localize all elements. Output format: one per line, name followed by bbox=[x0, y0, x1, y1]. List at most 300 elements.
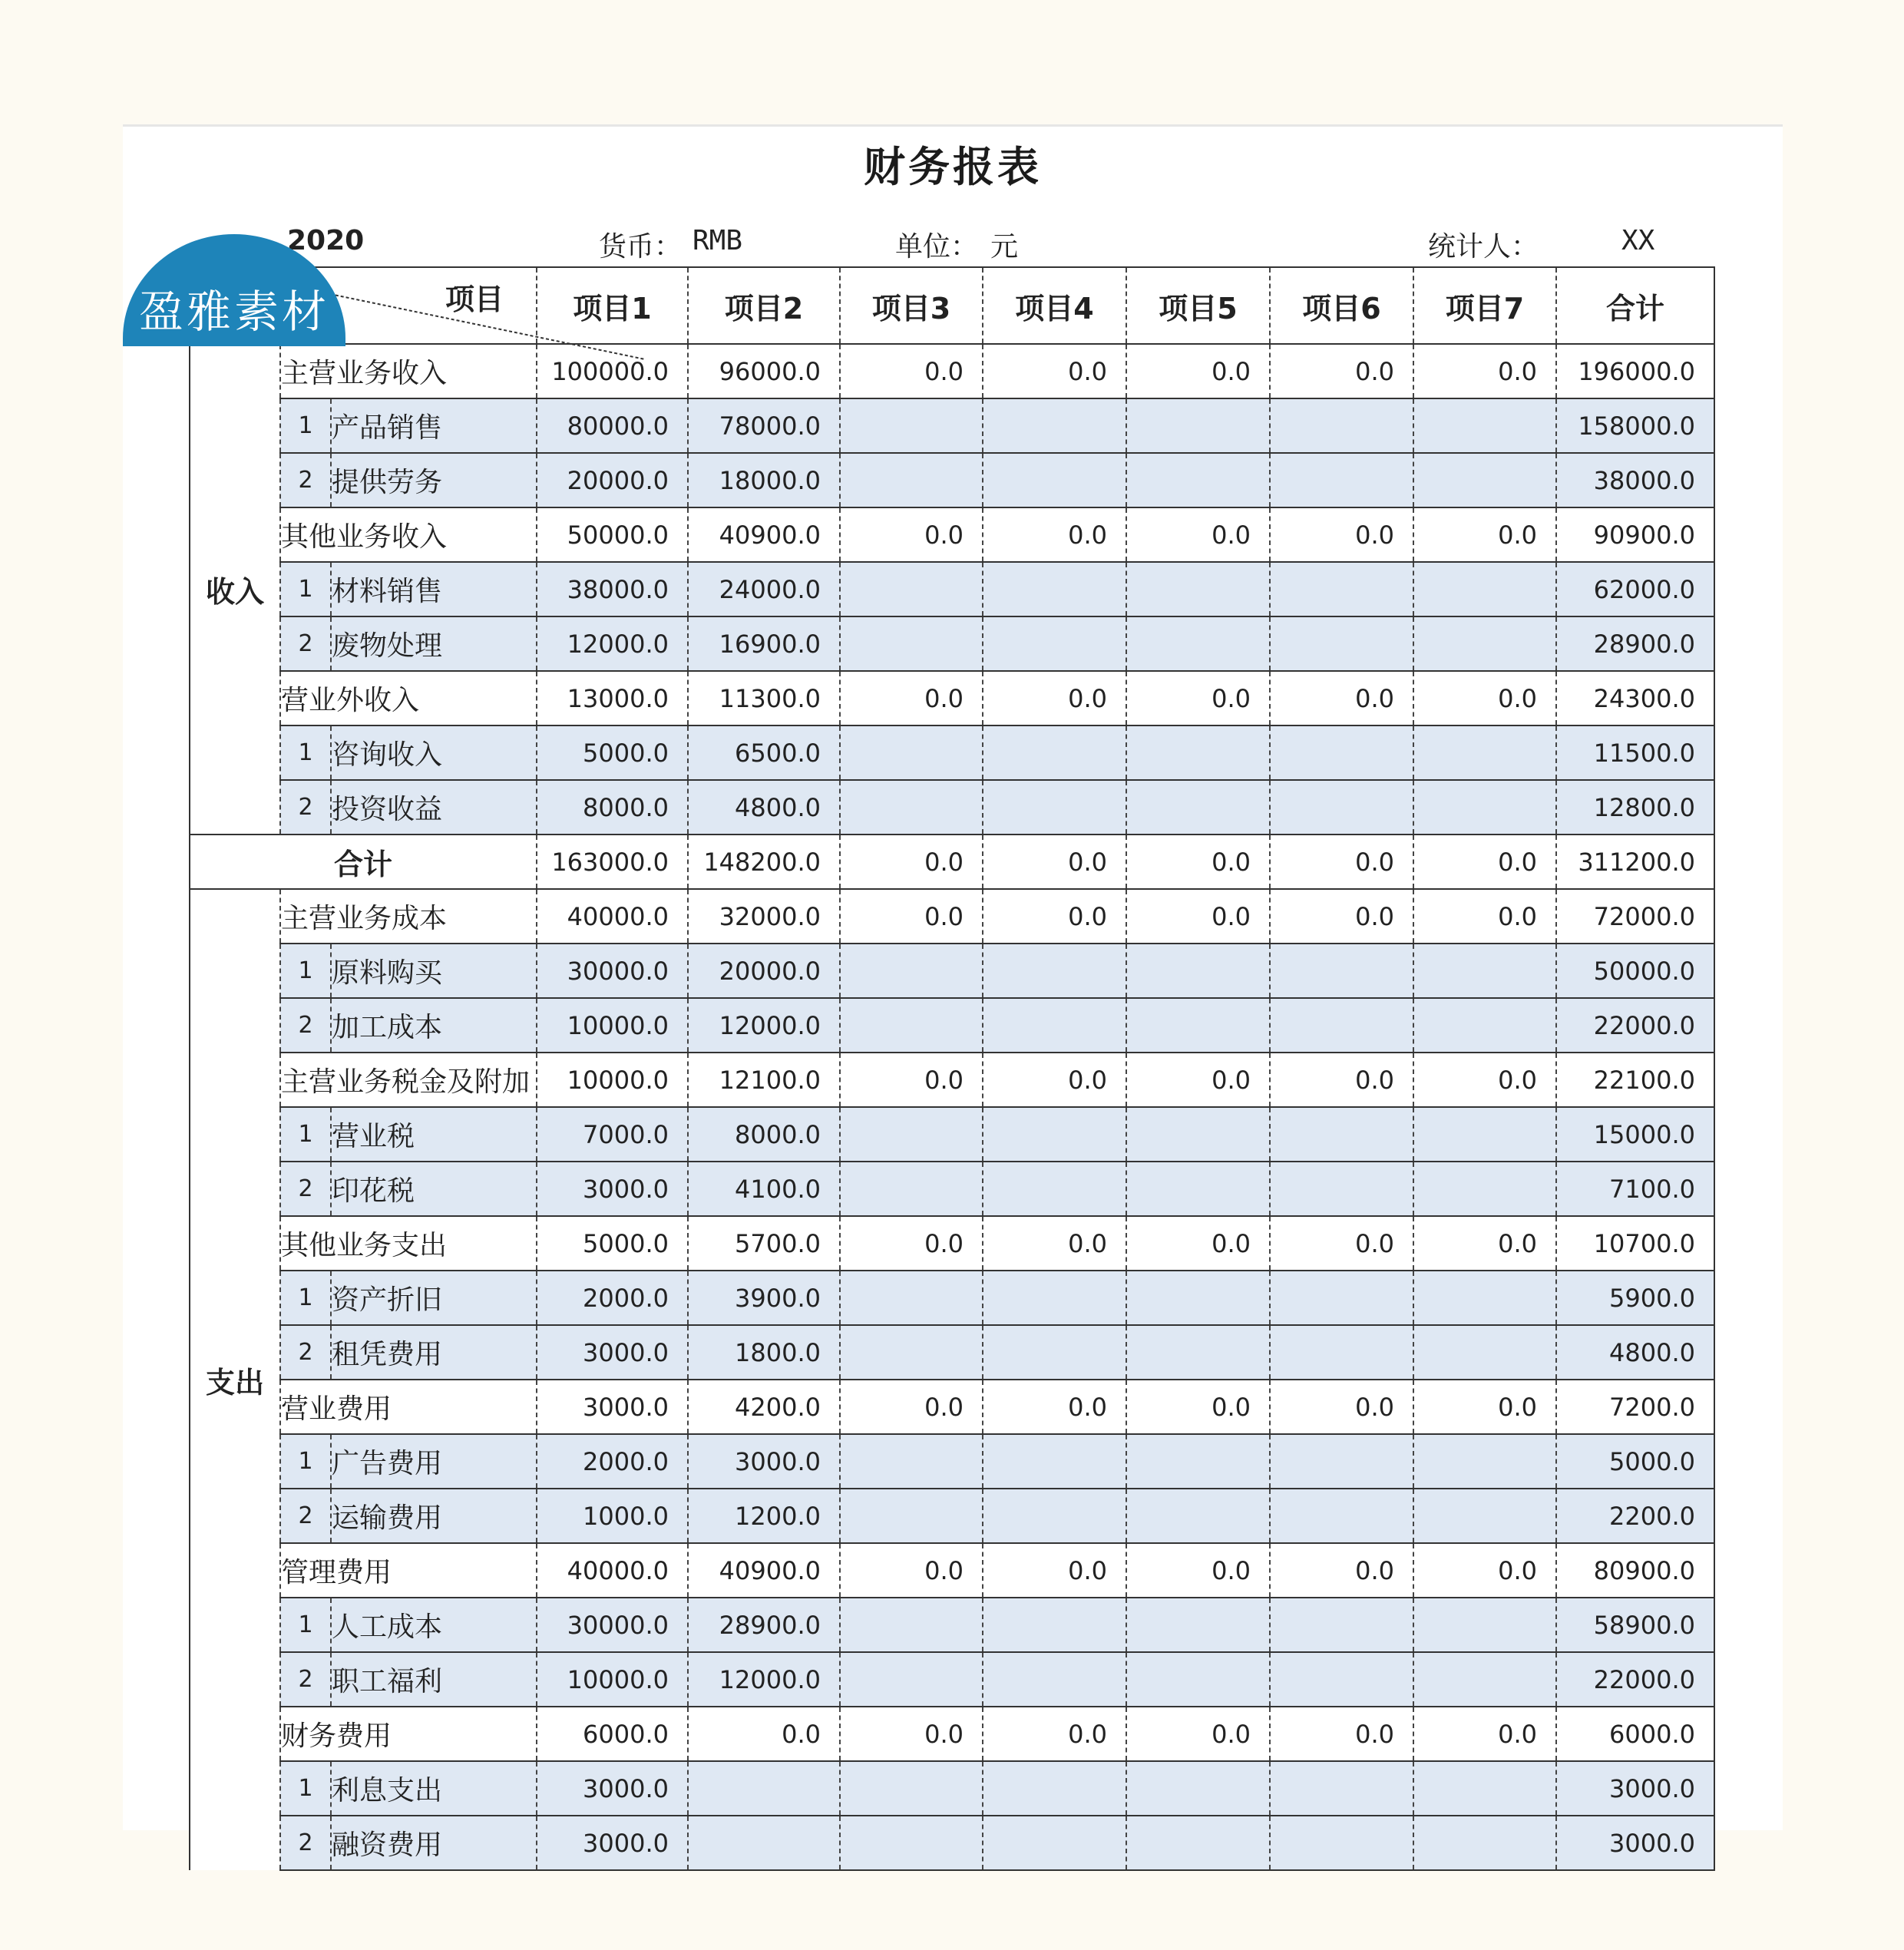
value-cell[interactable]: 8000.0 bbox=[537, 780, 688, 835]
item-name[interactable]: 融资费用 bbox=[331, 1816, 537, 1870]
value-cell[interactable] bbox=[1413, 725, 1556, 780]
stat-label: 统计人： bbox=[1428, 231, 1539, 263]
total-cell[interactable]: 22000.0 bbox=[1556, 1652, 1714, 1707]
item-name[interactable]: 材料销售 bbox=[331, 562, 537, 616]
value-cell[interactable] bbox=[1413, 1271, 1556, 1325]
value-cell[interactable]: 38000.0 bbox=[537, 562, 688, 616]
total-cell[interactable]: 22100.0 bbox=[1556, 1053, 1714, 1107]
item-row bbox=[190, 780, 1714, 835]
value-cell[interactable]: 8000.0 bbox=[688, 1107, 840, 1162]
value-cell[interactable]: 12000.0 bbox=[688, 998, 840, 1053]
col-header: 项目7 bbox=[1413, 267, 1556, 344]
value-cell[interactable]: 30000.0 bbox=[537, 944, 688, 998]
group-name[interactable]: 管理费用 bbox=[280, 1543, 537, 1598]
value-cell[interactable] bbox=[1270, 725, 1413, 780]
value-cell[interactable]: 4100.0 bbox=[688, 1162, 840, 1216]
total-cell[interactable]: 72000.0 bbox=[1556, 889, 1714, 944]
item-name[interactable]: 营业税 bbox=[331, 1107, 537, 1162]
value-cell[interactable]: 40900.0 bbox=[688, 1543, 840, 1598]
total-cell[interactable]: 28900.0 bbox=[1556, 616, 1714, 671]
item-number[interactable]: 1 bbox=[280, 1434, 331, 1489]
value-cell[interactable] bbox=[840, 398, 983, 453]
value-cell[interactable]: 80000.0 bbox=[537, 398, 688, 453]
report-title: 财务报表 bbox=[864, 143, 1042, 191]
value-cell[interactable] bbox=[1126, 1761, 1270, 1816]
value-cell[interactable]: 78000.0 bbox=[688, 398, 840, 453]
value-cell[interactable]: 0.0 bbox=[983, 1053, 1126, 1107]
value-cell[interactable] bbox=[1270, 1271, 1413, 1325]
value-cell[interactable] bbox=[1270, 1107, 1413, 1162]
value-cell[interactable]: 0.0 bbox=[1126, 1707, 1270, 1761]
value-cell[interactable] bbox=[840, 1652, 983, 1707]
value-cell[interactable] bbox=[1270, 1162, 1413, 1216]
item-name[interactable]: 利息支出 bbox=[331, 1761, 537, 1816]
value-cell[interactable]: 0.0 bbox=[840, 1707, 983, 1761]
total-cell[interactable]: 22000.0 bbox=[1556, 998, 1714, 1053]
value-cell[interactable] bbox=[1413, 944, 1556, 998]
value-cell[interactable] bbox=[1413, 398, 1556, 453]
group-name[interactable]: 其他业务收入 bbox=[280, 507, 537, 562]
group-name[interactable]: 营业费用 bbox=[280, 1380, 537, 1434]
total-cell[interactable]: 38000.0 bbox=[1556, 453, 1714, 507]
value-cell[interactable]: 0.0 bbox=[1413, 1053, 1556, 1107]
value-cell[interactable] bbox=[1270, 780, 1413, 835]
value-cell[interactable]: 0.0 bbox=[1270, 1543, 1413, 1598]
value-cell[interactable] bbox=[983, 944, 1126, 998]
value-cell[interactable]: 0.0 bbox=[1126, 507, 1270, 562]
value-cell[interactable]: 0.0 bbox=[840, 835, 983, 889]
group-row bbox=[190, 507, 1714, 562]
value-cell[interactable]: 40000.0 bbox=[537, 1543, 688, 1598]
value-cell[interactable] bbox=[840, 1761, 983, 1816]
value-cell[interactable]: 2000.0 bbox=[537, 1271, 688, 1325]
value-cell[interactable]: 1200.0 bbox=[688, 1489, 840, 1543]
value-cell[interactable]: 0.0 bbox=[840, 507, 983, 562]
stat-value: XX bbox=[1621, 225, 1655, 256]
item-name[interactable]: 租凭费用 bbox=[331, 1325, 537, 1380]
value-cell[interactable]: 40000.0 bbox=[537, 889, 688, 944]
value-cell[interactable] bbox=[983, 1325, 1126, 1380]
category-label: 支出 bbox=[190, 889, 280, 1870]
value-cell[interactable] bbox=[840, 1434, 983, 1489]
value-cell[interactable] bbox=[1413, 1325, 1556, 1380]
value-cell[interactable] bbox=[1413, 1652, 1556, 1707]
value-cell[interactable]: 13000.0 bbox=[537, 671, 688, 725]
total-cell[interactable]: 311200.0 bbox=[1556, 835, 1714, 889]
item-number[interactable]: 1 bbox=[280, 1107, 331, 1162]
value-cell[interactable] bbox=[1270, 453, 1413, 507]
value-cell[interactable]: 10000.0 bbox=[537, 998, 688, 1053]
item-name[interactable]: 印花税 bbox=[331, 1162, 537, 1216]
value-cell[interactable]: 0.0 bbox=[688, 1707, 840, 1761]
value-cell[interactable]: 0.0 bbox=[840, 344, 983, 398]
value-cell[interactable] bbox=[1126, 1271, 1270, 1325]
value-cell[interactable]: 0.0 bbox=[1413, 671, 1556, 725]
value-cell[interactable] bbox=[1126, 1489, 1270, 1543]
value-cell[interactable]: 0.0 bbox=[840, 1543, 983, 1598]
value-cell[interactable]: 0.0 bbox=[1126, 1543, 1270, 1598]
value-cell[interactable]: 0.0 bbox=[1126, 344, 1270, 398]
value-cell[interactable] bbox=[1126, 616, 1270, 671]
col-header: 项目6 bbox=[1270, 267, 1413, 344]
value-cell[interactable]: 0.0 bbox=[840, 671, 983, 725]
value-cell[interactable]: 30000.0 bbox=[537, 1598, 688, 1652]
value-cell[interactable]: 24000.0 bbox=[688, 562, 840, 616]
value-cell[interactable]: 0.0 bbox=[983, 889, 1126, 944]
value-cell[interactable] bbox=[983, 398, 1126, 453]
value-cell[interactable] bbox=[1126, 1652, 1270, 1707]
item-name[interactable]: 资产折旧 bbox=[331, 1271, 537, 1325]
col-header: 项目1 bbox=[537, 267, 688, 344]
item-row bbox=[190, 398, 1714, 453]
value-cell[interactable]: 0.0 bbox=[1413, 1380, 1556, 1434]
item-row bbox=[190, 1162, 1714, 1216]
col-header: 项目3 bbox=[840, 267, 983, 344]
value-cell[interactable] bbox=[983, 1271, 1126, 1325]
value-cell[interactable]: 0.0 bbox=[1270, 1216, 1413, 1271]
item-name[interactable]: 提供劳务 bbox=[331, 453, 537, 507]
item-number[interactable]: 1 bbox=[280, 398, 331, 453]
item-row bbox=[190, 562, 1714, 616]
total-col-header: 合计 bbox=[1556, 267, 1714, 344]
item-number[interactable]: 2 bbox=[280, 1162, 331, 1216]
currency-label: 货币： bbox=[599, 231, 683, 263]
unit-label: 单位： bbox=[895, 231, 979, 263]
value-cell[interactable] bbox=[983, 1761, 1126, 1816]
group-row bbox=[190, 671, 1714, 725]
value-cell[interactable]: 11300.0 bbox=[688, 671, 840, 725]
group-name[interactable]: 财务费用 bbox=[280, 1707, 537, 1761]
value-cell[interactable] bbox=[1270, 616, 1413, 671]
value-cell[interactable] bbox=[1126, 1816, 1270, 1870]
value-cell[interactable] bbox=[688, 1761, 840, 1816]
value-cell[interactable]: 16900.0 bbox=[688, 616, 840, 671]
value-cell[interactable]: 0.0 bbox=[1413, 889, 1556, 944]
value-cell[interactable] bbox=[983, 1816, 1126, 1870]
value-cell[interactable]: 32000.0 bbox=[688, 889, 840, 944]
item-number[interactable]: 2 bbox=[280, 1325, 331, 1380]
value-cell[interactable] bbox=[1413, 1598, 1556, 1652]
value-cell[interactable]: 0.0 bbox=[983, 671, 1126, 725]
item-name[interactable]: 产品销售 bbox=[331, 398, 537, 453]
value-cell[interactable] bbox=[1270, 1325, 1413, 1380]
currency-value: RMB bbox=[693, 225, 743, 256]
value-cell[interactable] bbox=[983, 1489, 1126, 1543]
value-cell[interactable] bbox=[840, 944, 983, 998]
value-cell[interactable] bbox=[983, 616, 1126, 671]
item-row bbox=[190, 998, 1714, 1053]
value-cell[interactable]: 0.0 bbox=[1126, 835, 1270, 889]
total-cell[interactable]: 58900.0 bbox=[1556, 1598, 1714, 1652]
value-cell[interactable]: 2000.0 bbox=[537, 1434, 688, 1489]
value-cell[interactable] bbox=[1270, 998, 1413, 1053]
value-cell[interactable]: 7000.0 bbox=[537, 1107, 688, 1162]
value-cell[interactable] bbox=[983, 780, 1126, 835]
total-cell[interactable]: 5900.0 bbox=[1556, 1271, 1714, 1325]
value-cell[interactable]: 0.0 bbox=[1270, 671, 1413, 725]
total-cell[interactable]: 158000.0 bbox=[1556, 398, 1714, 453]
value-cell[interactable]: 0.0 bbox=[1413, 507, 1556, 562]
value-cell[interactable]: 5000.0 bbox=[537, 1216, 688, 1271]
item-name[interactable]: 广告费用 bbox=[331, 1434, 537, 1489]
value-cell[interactable] bbox=[983, 1598, 1126, 1652]
value-cell[interactable]: 0.0 bbox=[1413, 1216, 1556, 1271]
value-cell[interactable] bbox=[840, 998, 983, 1053]
item-row bbox=[190, 944, 1714, 998]
value-cell[interactable] bbox=[1126, 1325, 1270, 1380]
value-cell[interactable] bbox=[1413, 453, 1556, 507]
value-cell[interactable]: 0.0 bbox=[983, 835, 1126, 889]
category-label: 收入 bbox=[190, 344, 280, 835]
value-cell[interactable]: 3000.0 bbox=[537, 1380, 688, 1434]
value-cell[interactable]: 0.0 bbox=[1126, 1053, 1270, 1107]
item-number[interactable]: 2 bbox=[280, 1816, 331, 1870]
item-name[interactable]: 咨询收入 bbox=[331, 725, 537, 780]
group-name[interactable]: 主营业务税金及附加 bbox=[280, 1053, 537, 1107]
total-cell[interactable]: 50000.0 bbox=[1556, 944, 1714, 998]
value-cell[interactable]: 10000.0 bbox=[537, 1053, 688, 1107]
value-cell[interactable] bbox=[840, 616, 983, 671]
value-cell[interactable] bbox=[1126, 780, 1270, 835]
item-name[interactable]: 投资收益 bbox=[331, 780, 537, 835]
value-cell[interactable]: 3000.0 bbox=[688, 1434, 840, 1489]
group-name[interactable]: 主营业务收入 bbox=[280, 344, 537, 398]
value-cell[interactable] bbox=[1126, 1107, 1270, 1162]
value-cell[interactable] bbox=[983, 998, 1126, 1053]
value-cell[interactable]: 0.0 bbox=[1126, 1216, 1270, 1271]
value-cell[interactable]: 163000.0 bbox=[537, 835, 688, 889]
value-cell[interactable]: 1800.0 bbox=[688, 1325, 840, 1380]
item-number[interactable]: 2 bbox=[280, 616, 331, 671]
total-cell[interactable]: 24300.0 bbox=[1556, 671, 1714, 725]
value-cell[interactable] bbox=[840, 453, 983, 507]
item-number[interactable]: 2 bbox=[280, 780, 331, 835]
value-cell[interactable] bbox=[840, 562, 983, 616]
item-number[interactable]: 2 bbox=[280, 1489, 331, 1543]
item-row bbox=[190, 1598, 1714, 1652]
item-number[interactable]: 1 bbox=[280, 1598, 331, 1652]
item-number[interactable]: 1 bbox=[280, 1761, 331, 1816]
value-cell[interactable] bbox=[1126, 1598, 1270, 1652]
value-cell[interactable] bbox=[840, 1598, 983, 1652]
value-cell[interactable] bbox=[1270, 398, 1413, 453]
value-cell[interactable] bbox=[1413, 1107, 1556, 1162]
value-cell[interactable] bbox=[688, 1816, 840, 1870]
item-name[interactable]: 运输费用 bbox=[331, 1489, 537, 1543]
group-row bbox=[190, 1380, 1714, 1434]
value-cell[interactable] bbox=[1270, 1761, 1413, 1816]
total-cell[interactable]: 80900.0 bbox=[1556, 1543, 1714, 1598]
value-cell[interactable] bbox=[840, 1107, 983, 1162]
value-cell[interactable]: 40900.0 bbox=[688, 507, 840, 562]
value-cell[interactable]: 5000.0 bbox=[537, 725, 688, 780]
value-cell[interactable] bbox=[1413, 1434, 1556, 1489]
value-cell[interactable]: 0.0 bbox=[983, 507, 1126, 562]
value-cell[interactable]: 6500.0 bbox=[688, 725, 840, 780]
value-cell[interactable] bbox=[1126, 998, 1270, 1053]
value-cell[interactable]: 3900.0 bbox=[688, 1271, 840, 1325]
item-number[interactable]: 1 bbox=[280, 1271, 331, 1325]
total-cell[interactable]: 7100.0 bbox=[1556, 1162, 1714, 1216]
value-cell[interactable] bbox=[983, 725, 1126, 780]
total-cell[interactable]: 4800.0 bbox=[1556, 1325, 1714, 1380]
value-cell[interactable] bbox=[1413, 780, 1556, 835]
value-cell[interactable] bbox=[1270, 1652, 1413, 1707]
value-cell[interactable]: 6000.0 bbox=[537, 1707, 688, 1761]
value-cell[interactable] bbox=[1126, 398, 1270, 453]
value-cell[interactable]: 4200.0 bbox=[688, 1380, 840, 1434]
value-cell[interactable]: 50000.0 bbox=[537, 507, 688, 562]
value-cell[interactable] bbox=[1126, 944, 1270, 998]
group-name[interactable]: 主营业务成本 bbox=[280, 889, 537, 944]
value-cell[interactable]: 0.0 bbox=[840, 889, 983, 944]
total-cell[interactable]: 196000.0 bbox=[1556, 344, 1714, 398]
item-name[interactable]: 职工福利 bbox=[331, 1652, 537, 1707]
value-cell[interactable] bbox=[1126, 1162, 1270, 1216]
item-row bbox=[190, 1761, 1714, 1816]
value-cell[interactable]: 0.0 bbox=[1270, 889, 1413, 944]
value-cell[interactable] bbox=[1126, 725, 1270, 780]
total-cell[interactable]: 2200.0 bbox=[1556, 1489, 1714, 1543]
value-cell[interactable]: 0.0 bbox=[1413, 1707, 1556, 1761]
value-cell[interactable] bbox=[983, 562, 1126, 616]
item-name[interactable]: 加工成本 bbox=[331, 998, 537, 1053]
value-cell[interactable]: 0.0 bbox=[1126, 889, 1270, 944]
value-cell[interactable] bbox=[983, 1162, 1126, 1216]
item-number[interactable]: 1 bbox=[280, 944, 331, 998]
value-cell[interactable]: 12100.0 bbox=[688, 1053, 840, 1107]
value-cell[interactable]: 0.0 bbox=[1270, 1053, 1413, 1107]
value-cell[interactable]: 0.0 bbox=[983, 1707, 1126, 1761]
total-cell[interactable]: 3000.0 bbox=[1556, 1761, 1714, 1816]
value-cell[interactable] bbox=[1270, 1816, 1413, 1870]
value-cell[interactable]: 0.0 bbox=[1270, 344, 1413, 398]
value-cell[interactable]: 0.0 bbox=[983, 344, 1126, 398]
value-cell[interactable]: 96000.0 bbox=[688, 344, 840, 398]
value-cell[interactable]: 0.0 bbox=[1126, 671, 1270, 725]
total-cell[interactable]: 11500.0 bbox=[1556, 725, 1714, 780]
total-cell[interactable]: 6000.0 bbox=[1556, 1707, 1714, 1761]
value-cell[interactable] bbox=[1126, 453, 1270, 507]
value-cell[interactable]: 0.0 bbox=[840, 1216, 983, 1271]
value-cell[interactable]: 3000.0 bbox=[537, 1816, 688, 1870]
item-name[interactable]: 人工成本 bbox=[331, 1598, 537, 1652]
group-name[interactable]: 营业外收入 bbox=[280, 671, 537, 725]
value-cell[interactable]: 0.0 bbox=[1270, 835, 1413, 889]
value-cell[interactable] bbox=[983, 1107, 1126, 1162]
value-cell[interactable]: 0.0 bbox=[983, 1543, 1126, 1598]
total-cell[interactable]: 10700.0 bbox=[1556, 1216, 1714, 1271]
item-name[interactable]: 原料购买 bbox=[331, 944, 537, 998]
value-cell[interactable]: 10000.0 bbox=[537, 1652, 688, 1707]
value-cell[interactable] bbox=[840, 1325, 983, 1380]
col-header: 项目2 bbox=[688, 267, 840, 344]
total-cell[interactable]: 12800.0 bbox=[1556, 780, 1714, 835]
value-cell[interactable]: 20000.0 bbox=[688, 944, 840, 998]
item-number[interactable]: 2 bbox=[280, 1652, 331, 1707]
value-cell[interactable]: 0.0 bbox=[983, 1216, 1126, 1271]
total-cell[interactable]: 90900.0 bbox=[1556, 507, 1714, 562]
value-cell[interactable] bbox=[983, 1652, 1126, 1707]
value-cell[interactable]: 0.0 bbox=[1270, 1380, 1413, 1434]
value-cell[interactable] bbox=[1126, 1434, 1270, 1489]
value-cell[interactable]: 0.0 bbox=[840, 1380, 983, 1434]
value-cell[interactable]: 3000.0 bbox=[537, 1761, 688, 1816]
item-row bbox=[190, 1816, 1714, 1870]
value-cell[interactable] bbox=[1413, 1489, 1556, 1543]
value-cell[interactable]: 20000.0 bbox=[537, 453, 688, 507]
value-cell[interactable]: 12000.0 bbox=[537, 616, 688, 671]
total-cell[interactable]: 15000.0 bbox=[1556, 1107, 1714, 1162]
value-cell[interactable] bbox=[840, 1816, 983, 1870]
value-cell[interactable]: 0.0 bbox=[1413, 835, 1556, 889]
item-row bbox=[190, 453, 1714, 507]
item-number[interactable]: 2 bbox=[280, 453, 331, 507]
total-cell[interactable]: 7200.0 bbox=[1556, 1380, 1714, 1434]
value-cell[interactable]: 3000.0 bbox=[537, 1162, 688, 1216]
value-cell[interactable]: 0.0 bbox=[1270, 507, 1413, 562]
value-cell[interactable]: 0.0 bbox=[840, 1053, 983, 1107]
value-cell[interactable] bbox=[1270, 562, 1413, 616]
value-cell[interactable]: 0.0 bbox=[1413, 344, 1556, 398]
value-cell[interactable] bbox=[840, 725, 983, 780]
value-cell[interactable] bbox=[1413, 562, 1556, 616]
value-cell[interactable] bbox=[1270, 944, 1413, 998]
value-cell[interactable]: 12000.0 bbox=[688, 1652, 840, 1707]
value-cell[interactable] bbox=[1270, 1489, 1413, 1543]
total-cell[interactable]: 62000.0 bbox=[1556, 562, 1714, 616]
value-cell[interactable]: 3000.0 bbox=[537, 1325, 688, 1380]
value-cell[interactable] bbox=[1413, 998, 1556, 1053]
item-number[interactable]: 1 bbox=[280, 562, 331, 616]
value-cell[interactable] bbox=[840, 1271, 983, 1325]
item-name[interactable]: 废物处理 bbox=[331, 616, 537, 671]
value-cell[interactable]: 0.0 bbox=[1413, 1543, 1556, 1598]
value-cell[interactable] bbox=[1270, 1598, 1413, 1652]
value-cell[interactable]: 0.0 bbox=[1270, 1707, 1413, 1761]
value-cell[interactable]: 18000.0 bbox=[688, 453, 840, 507]
value-cell[interactable]: 5700.0 bbox=[688, 1216, 840, 1271]
value-cell[interactable] bbox=[1270, 1434, 1413, 1489]
diagonal-header-line bbox=[330, 294, 653, 363]
subtotal-row bbox=[190, 835, 1714, 889]
value-cell[interactable] bbox=[1413, 1816, 1556, 1870]
item-number[interactable]: 1 bbox=[280, 725, 331, 780]
value-cell[interactable] bbox=[1413, 1162, 1556, 1216]
item-row bbox=[190, 725, 1714, 780]
value-cell[interactable] bbox=[1413, 1761, 1556, 1816]
value-cell[interactable]: 0.0 bbox=[983, 1380, 1126, 1434]
value-cell[interactable] bbox=[983, 1434, 1126, 1489]
value-cell[interactable]: 0.0 bbox=[1126, 1380, 1270, 1434]
value-cell[interactable] bbox=[840, 1489, 983, 1543]
value-cell[interactable]: 100000.0 bbox=[537, 344, 688, 398]
value-cell[interactable] bbox=[1126, 562, 1270, 616]
total-cell[interactable]: 3000.0 bbox=[1556, 1816, 1714, 1870]
total-cell[interactable]: 5000.0 bbox=[1556, 1434, 1714, 1489]
value-cell[interactable] bbox=[1413, 616, 1556, 671]
group-name[interactable]: 其他业务支出 bbox=[280, 1216, 537, 1271]
value-cell[interactable] bbox=[840, 780, 983, 835]
value-cell[interactable] bbox=[840, 1162, 983, 1216]
value-cell[interactable]: 4800.0 bbox=[688, 780, 840, 835]
value-cell[interactable] bbox=[983, 453, 1126, 507]
value-cell[interactable]: 1000.0 bbox=[537, 1489, 688, 1543]
value-cell[interactable]: 28900.0 bbox=[688, 1598, 840, 1652]
item-number[interactable]: 2 bbox=[280, 998, 331, 1053]
value-cell[interactable]: 148200.0 bbox=[688, 835, 840, 889]
table-body bbox=[190, 344, 1714, 1870]
